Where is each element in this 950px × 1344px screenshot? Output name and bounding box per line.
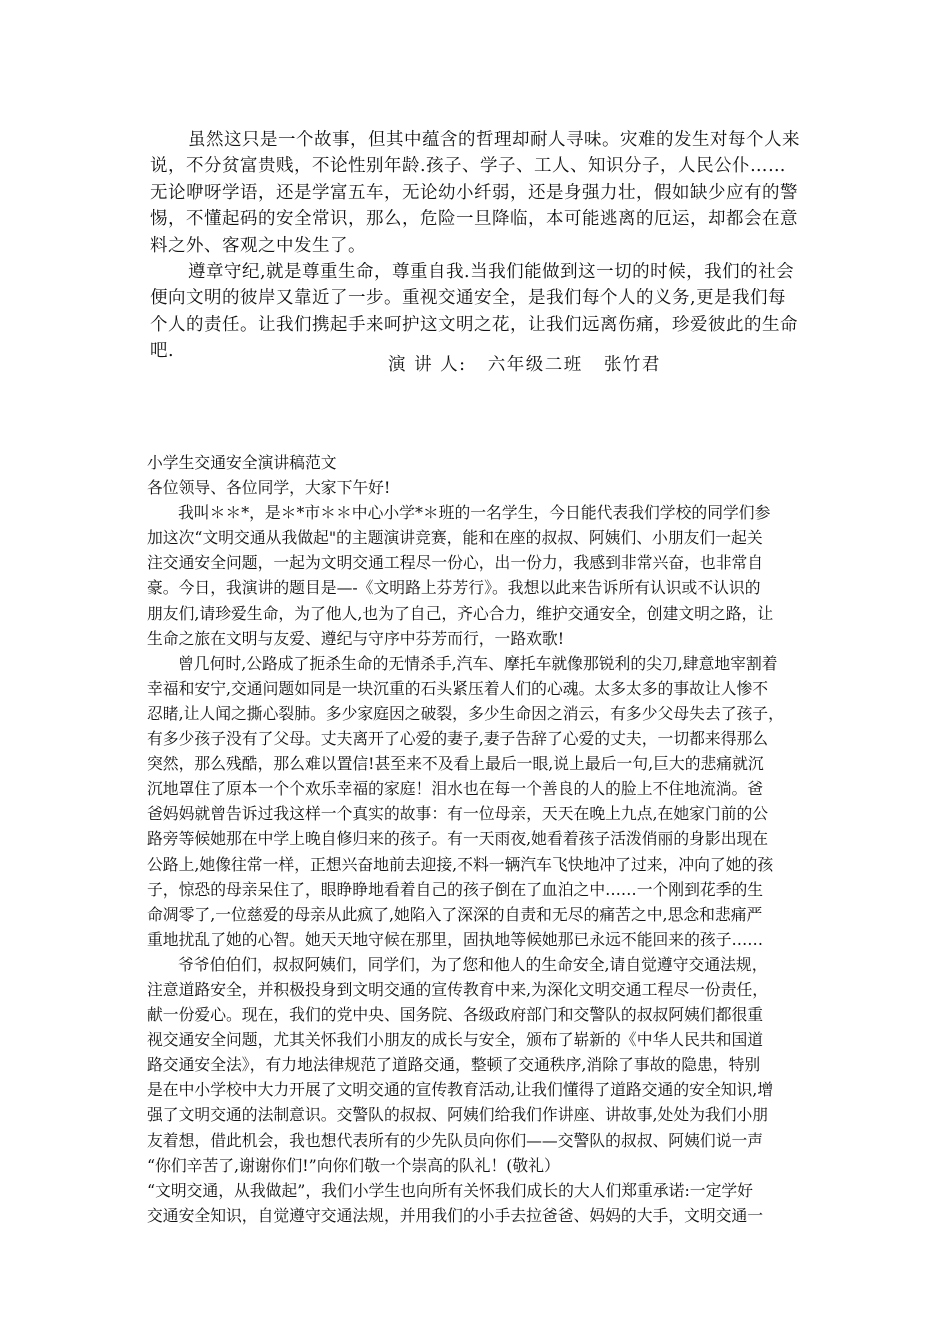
text-line: 加这次“文明交通从我做起"的主题演讲竞赛，能和在座的叔叔、阿姨们、小朋友们一起关	[147, 528, 763, 548]
text-line: 爸妈妈就曾告诉过我这样一个真实的故事：有一位母亲，天天在晚上九点,在她家门前的公	[147, 804, 769, 824]
text-line: 我叫＊＊*，是＊*市＊＊中心小学*＊班的一名学生，今日能代表我们学校的同学们参	[178, 503, 771, 523]
speaker-signature: 演 讲 人: 六年级二班 张竹君	[388, 355, 661, 375]
text-line: 注交通安全问题，一起为文明交通工程尽一份心，出一份力，我感到非常兴奋，也非常自	[147, 553, 764, 573]
text-line: “你们辛苦了,谢谢你们!”向你们敬一个崇高的队礼！(敬礼）	[147, 1155, 560, 1175]
text-line: 幸福和安宁,交通问题如同是一块沉重的石头紧压着人们的心魂。太多太多的事故让人惨不	[147, 678, 769, 698]
upper-line: 痛，珍爱彼此的生命吧.	[150, 314, 798, 362]
text-line: 生命之旅在文明与友爱、遵纪与守序中芬芳而行，一路欢歌!	[147, 628, 565, 648]
text-line: 子，惊恐的母亲呆住了，眼睁睁地看着自己的孩子倒在了血泊之中……一个刚到花季的生	[147, 879, 764, 899]
text-line: 有多少孩子没有了父母。丈夫离开了心爱的妻子,妻子告辞了心爱的丈夫，一切都来得那么	[147, 729, 769, 749]
text-line: 朋友们,请珍爱生命，为了他人,也为了自己，齐心合力，维护交通安全，创建文明之路，让	[147, 603, 774, 623]
text-line: 视交通安全问题，尤其关怀我们小朋友的成长与安全，颁布了崭新的《中华人民共和国道	[147, 1030, 764, 1050]
text-line: 献一份爱心。现在，我们的党中央、国务院、各级政府部门和交警队的叔叔阿姨们都很重	[147, 1005, 764, 1025]
text-line: 突然，那么残酷，那么难以置信!甚至来不及看上最后一眼,说上最后一句,巨大的悲痛就沉	[147, 754, 764, 774]
upper-line: 个人来说，不分贫富贵贱，不论性别年龄.孩子、学子、工人、知识分子，人	[150, 130, 800, 177]
text-line: 命凋零了,一位慈爱的母亲从此疯了,她陷入了深深的自责和无尽的痛苦之中,思念和悲痛严	[147, 904, 763, 924]
text-line: “文明交通，从我做起”，我们小学生也向所有关怀我们成长的大人们郑重承诺:一定学好	[147, 1180, 753, 1200]
text-line: 路旁等候她那在中学上晚自修归来的孩子。有一天雨夜,她看着孩子活泼俏丽的身影出现在	[147, 829, 769, 849]
upper-line: 遵章守纪,就是尊重生命，尊重自我.当我们能做到这一切的时候，我们	[188, 262, 741, 283]
text-line: 强了文明交通的法制意识。交警队的叔叔、阿姨们给我们作讲座、讲故事,处处为我们小朋	[147, 1105, 769, 1125]
text-line: 重地扰乱了她的心智。她天天地守候在那里，固执地等候她那已永远不能回来的孩子……	[147, 929, 764, 949]
text-line: 路交通安全法》，有力地法律规范了道路交通，整顿了交通秩序,消除了事故的隐患，特别	[147, 1055, 761, 1075]
text-line: 交通安全知识，自觉遵守交通法规，并用我们的小手去拉爸爸、妈妈的大手，文明交通一	[147, 1205, 764, 1225]
upper-line: 虽然这只是一个故事，但其中蕴含的哲理却耐人寻味。灾难的发生对每	[188, 130, 746, 150]
upper-line: 假如缺少应有的警惕，不懂起码的安全常识，那么，危险一旦降临，本可能	[150, 182, 798, 230]
upper-line: 逃离的厄运，却都会在意料之外、客观之中发生了。	[150, 209, 798, 256]
speech-greeting: 各位领导、各位同学，大家下午好!	[147, 478, 391, 498]
upper-section	[150, 127, 800, 365]
speech-title: 小学生交通安全演讲稿范文	[147, 453, 337, 472]
upper-line: 民公仆……无论咿呀学语，还是学富五车，无论幼小纤弱，还是身强力壮，	[150, 156, 787, 203]
text-line: 忍睹,让人闻之撕心裂肺。多少家庭因之破裂，多少生命因之消云，有多少父母失去了孩子，	[147, 703, 784, 723]
text-line: 注意道路安全，并积极投身到文明交通的宣传教育中来,为深化文明交通工程尽一份责任，	[147, 979, 769, 999]
text-line: 是在中小学校中大力开展了文明交通的宣传教育活动,让我们懂得了道路交通的安全知识,增	[147, 1080, 774, 1100]
paragraph-obey-rules	[150, 259, 800, 365]
text-line: 公路上,她像往常一样，正想兴奋地前去迎接,不料一辆汽车飞快地冲了过来，冲向了她的孩	[147, 854, 774, 874]
text-line: 爷爷伯伯们，叔叔阿姨们，同学们，为了您和他人的生命安全,请自觉遵守交通法规，	[178, 954, 768, 974]
upper-line: 更是我们每个人的责任。让我们携起手来呵护这文明之花，让我们远离伤	[150, 288, 787, 335]
paragraph-story-reflection	[150, 127, 800, 259]
text-line: 沉地罩住了原本一个个欢乐幸福的家庭！泪水也在每一个善良的人的脸上不住地流淌。爸	[147, 779, 764, 799]
speech-section	[147, 450, 812, 1228]
text-line: 曾几何时,公路成了扼杀生命的无情杀手,汽车、摩托车就像那锐利的尖刀,肆意地宰割着	[178, 653, 778, 673]
text-line: 豪。今日，我演讲的题目是—-《文明路上芬芳行》。我想以此来告诉所有认识或不认识的	[147, 578, 761, 598]
text-line: 友着想，借此机会，我也想代表所有的少先队员向你们——交警队的叔叔、阿姨们说一声	[147, 1130, 764, 1150]
upper-line: 的社会便向文明的彼岸又靠近了一步。重视交通安全，是我们每个人的义务,	[150, 262, 795, 309]
